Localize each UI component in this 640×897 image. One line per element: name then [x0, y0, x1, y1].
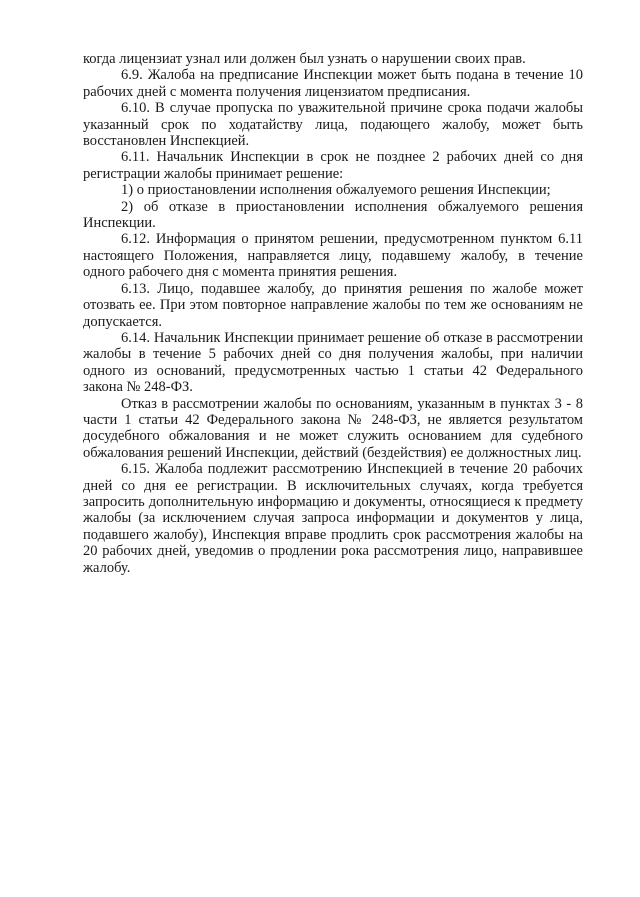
paragraph-6-13: 6.13. Лицо, подавшее жалобу, до принятия решения по жалобе может отозвать ее. При этом повторное направление жалобы по тем же основаниям не допускается.	[83, 280, 583, 330]
paragraph-6-10: 6.10. В случае пропуска по уважительной причине срока подачи жалобы указанный срок по ходатайству лица, подающего жалобу, может быть восстановлен Инспекцией.	[83, 100, 583, 150]
document-body	[83, 51, 583, 576]
paragraph-6-11: 6.11. Начальник Инспекции в срок не позднее 2 рабочих дней со дня регистрации жалобы принимает решение:	[83, 149, 583, 182]
paragraph-continuation: когда лицензиат узнал или должен был узнать о нарушении своих прав.	[83, 51, 526, 67]
paragraph-6-14-refusal: Отказ в рассмотрении жалобы по основаниям, указанным в пунктах 3 - 8 части 1 статьи 42 Федерального закона № 248-ФЗ, не является результатом досудебного обжалования и не может служить основанием для судебного обжалования решений Инспекции, действий (бездействия) ее должностных лиц.	[83, 395, 583, 461]
paragraph-6-14: 6.14. Начальник Инспекции принимает решение об отказе в рассмотрении жалобы в течение 5 рабочих дней со дня получения жалобы, при наличии одного из оснований, предусмотренных частью 1 статьи 42 Федерального закона № 248-ФЗ.	[83, 329, 583, 396]
paragraph-6-12: 6.12. Информация о принятом решении, предусмотренном пунктом 6.11 настоящего Положения, направляется лицу, подавшему жалобу, в течение одного рабочего дня с момента принятия решения.	[83, 231, 583, 281]
paragraph-6-11-item-2: 2) об отказе в приостановлении исполнения обжалуемого решения Инспекции.	[83, 198, 583, 232]
paragraph-6-11-item-1: 1) о приостановлении исполнения обжалуемого решения Инспекции;	[121, 182, 551, 199]
paragraph-6-15: 6.15. Жалоба подлежит рассмотрению Инспекцией в течение 20 рабочих дней со дня ее регистрации. В исключительных случаях, когда требуется запросить дополнительную информацию и документы, относящиеся к предмету жалобы (за исключением случая запроса информации и документов у лица, подавшего жалобу), Инспекция вправе продлить срок рассмотрения жалобы на 20 рабочих дней, уведомив о продлении рока рассмотрения лицо, направившее жалобу.	[83, 461, 583, 576]
paragraph-6-9: 6.9. Жалоба на предписание Инспекции может быть подана в течение 10 рабочих дней с момента получения лицензиатом предписания.	[83, 67, 583, 100]
